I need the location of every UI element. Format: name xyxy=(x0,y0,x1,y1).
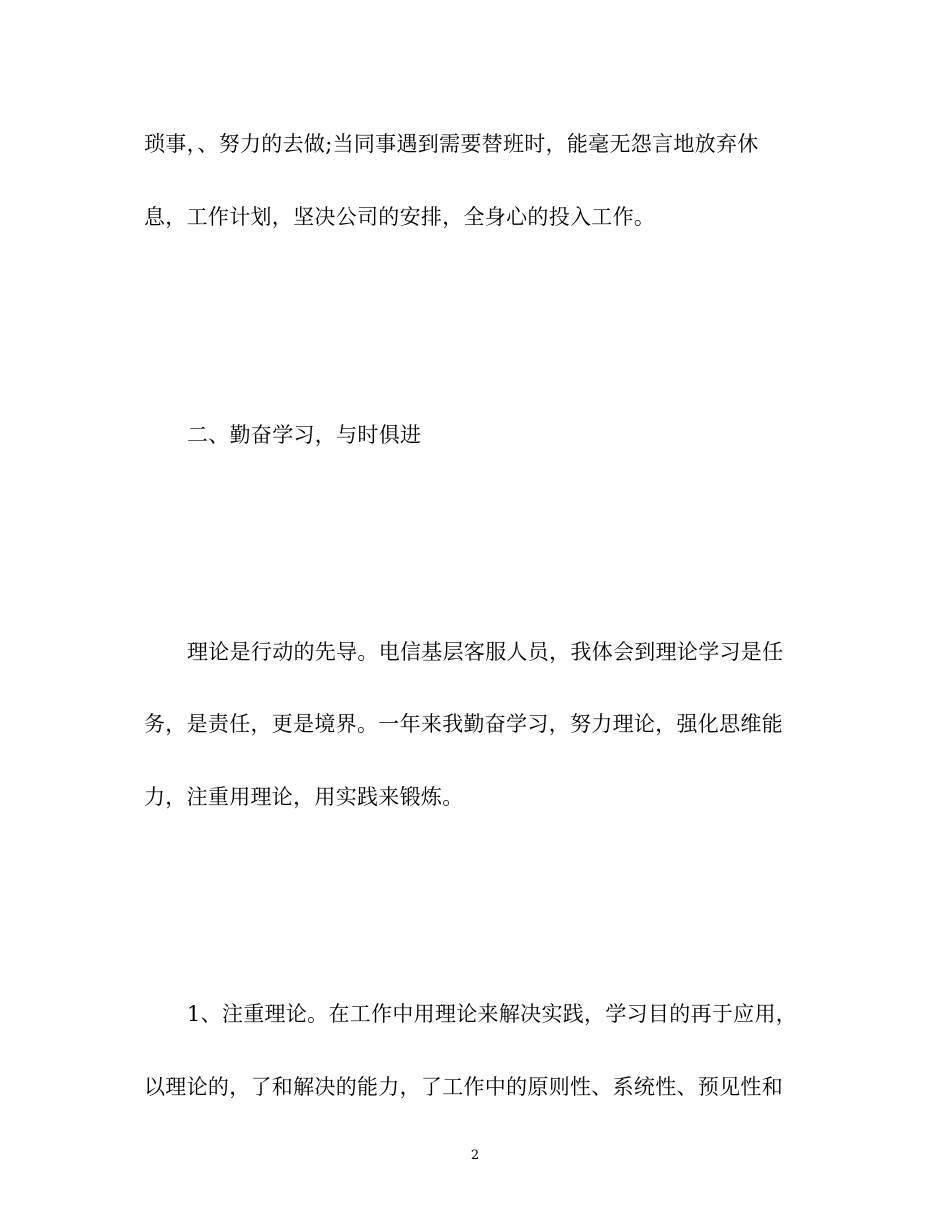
paragraph-1-line-1: 琐事，、努力的去做;当同事遇到需要替班时，能毫无怨言地放弃休 xyxy=(144,132,759,156)
paragraph-3-line-1: 1、注重理论。在工作中用理论来解决实践，学习目的再于应用， xyxy=(187,1002,798,1026)
paragraph-3-line-2: 以理论的，了和解决的能力，了工作中的原则性、系统性、预见性和 xyxy=(144,1075,783,1099)
section-heading-2: 二、勤奋学习，与时俱进 xyxy=(187,423,422,447)
page-number: 2 xyxy=(470,1148,480,1163)
paragraph-2-line-1: 理论是行动的先导。电信基层客服人员，我体会到理论学习是任 xyxy=(187,640,784,664)
paragraph-1-line-2: 息，工作计划，坚决公司的安排，全身心的投入工作。 xyxy=(144,205,656,229)
paragraph-2-line-3: 力，注重用理论，用实践来锻炼。 xyxy=(144,785,464,809)
paragraph-2-line-2: 务，是责任，更是境界。一年来我勤奋学习，努力理论，强化思维能 xyxy=(144,712,783,736)
